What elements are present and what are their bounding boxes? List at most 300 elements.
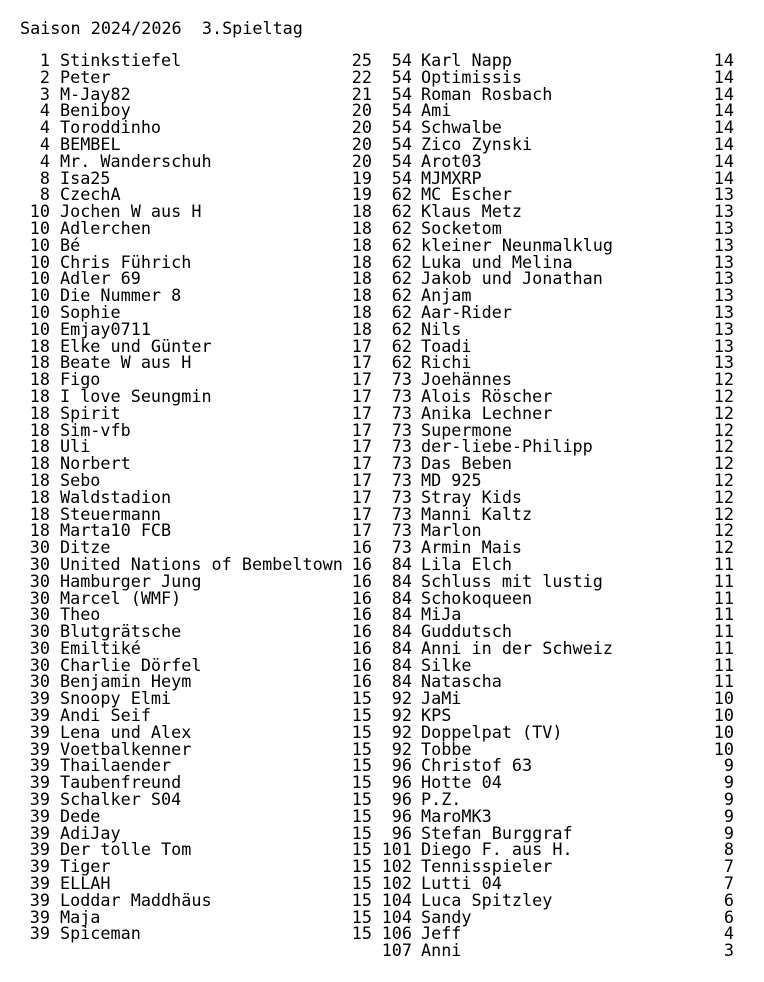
points-cell: 18 — [351, 234, 372, 255]
points-cell: 17 — [351, 419, 372, 440]
player-name: Schokoqueen — [421, 587, 533, 608]
rank-cell: 62 — [391, 217, 412, 238]
player-name: M-Jay82 — [60, 83, 131, 104]
player-name: Sophie — [60, 301, 121, 322]
player-name: Jakob und Jonathan — [421, 268, 603, 289]
points-cell: 17 — [351, 369, 372, 390]
player-name: Alois Röscher — [421, 385, 553, 406]
standings-column-right — [380, 52, 740, 959]
rank-cell: 62 — [391, 184, 412, 205]
points-cell: 17 — [351, 453, 372, 474]
points-cell: 13 — [713, 234, 734, 255]
player-name: ELLAH — [60, 873, 111, 894]
player-name: Socketom — [421, 217, 502, 238]
player-name: Spirit — [60, 402, 121, 423]
player-name: Jeff — [421, 923, 462, 944]
player-name: Marcel (WMF) — [60, 587, 182, 608]
player-name: kleiner Neunmalklug — [421, 234, 613, 255]
points-cell: 18 — [351, 251, 372, 272]
rank-cell: 92 — [391, 738, 412, 759]
rank-cell: 92 — [391, 721, 412, 742]
points-cell: 18 — [351, 301, 372, 322]
player-name: Diego F. aus H. — [421, 839, 573, 860]
rank-cell: 62 — [391, 301, 412, 322]
rank-cell: 4 — [39, 150, 50, 171]
rank-cell: 10 — [29, 217, 50, 238]
player-name: BEMBEL — [60, 133, 121, 154]
player-name: Tobbe — [421, 738, 472, 759]
player-name: Charlie Dörfel — [60, 654, 202, 675]
rank-cell: 39 — [29, 789, 50, 810]
rank-cell: 30 — [29, 621, 50, 642]
points-cell: 12 — [713, 520, 734, 541]
rank-cell: 18 — [29, 352, 50, 373]
player-name: Beate W aus H — [60, 352, 192, 373]
player-name: Anika Lechner — [421, 402, 553, 423]
points-cell: 13 — [713, 251, 734, 272]
player-name: Sim-vfb — [60, 419, 131, 440]
player-name: Peter — [60, 66, 111, 87]
points-cell: 7 — [723, 856, 734, 877]
rank-cell: 102 — [381, 873, 412, 894]
points-cell: 17 — [351, 335, 372, 356]
rank-cell: 62 — [391, 335, 412, 356]
player-name: MJMXRP — [421, 167, 482, 188]
player-name: Chris Führich — [60, 251, 192, 272]
rank-cell: 39 — [29, 688, 50, 709]
rank-cell: 30 — [29, 671, 50, 692]
player-name: Bé — [60, 234, 81, 255]
player-name: Manni Kaltz — [421, 503, 533, 524]
standings-row — [20, 570, 372, 591]
player-name: Stray Kids — [421, 486, 523, 507]
player-name: Doppelpat (TV) — [421, 721, 563, 742]
rank-cell: 3 — [39, 83, 50, 104]
rank-cell: 62 — [391, 352, 412, 373]
player-name: Hamburger Jung — [60, 570, 202, 591]
points-cell: 10 — [713, 688, 734, 709]
player-name: Elke und Günter — [60, 335, 212, 356]
rank-cell: 10 — [29, 301, 50, 322]
rank-cell: 30 — [29, 587, 50, 608]
rank-cell: 30 — [29, 637, 50, 658]
player-name: Tiger — [60, 856, 111, 877]
points-cell: 15 — [351, 856, 372, 877]
rank-cell: 18 — [29, 402, 50, 423]
points-cell: 12 — [713, 469, 734, 490]
player-name: Anni in der Schweiz — [421, 637, 613, 658]
player-name: Andi Seif — [60, 705, 151, 726]
points-cell: 15 — [351, 789, 372, 810]
points-cell: 14 — [713, 150, 734, 171]
points-cell: 16 — [351, 537, 372, 558]
rank-cell: 107 — [381, 940, 412, 961]
points-cell: 15 — [351, 772, 372, 793]
points-cell: 11 — [713, 654, 734, 675]
points-cell: 11 — [713, 621, 734, 642]
player-name: Isa25 — [60, 167, 111, 188]
points-cell: 11 — [713, 637, 734, 658]
points-cell: 12 — [713, 402, 734, 423]
points-cell: 16 — [351, 621, 372, 642]
points-cell: 13 — [713, 268, 734, 289]
rank-cell: 73 — [391, 537, 412, 558]
rank-cell: 18 — [29, 469, 50, 490]
player-name: MD 925 — [421, 469, 482, 490]
rank-cell: 1 — [39, 50, 50, 70]
player-name: MiJa — [421, 604, 462, 625]
rank-cell: 96 — [391, 805, 412, 826]
rank-cell: 54 — [391, 100, 412, 121]
player-name: Tennisspieler — [421, 856, 553, 877]
rank-cell: 39 — [29, 873, 50, 894]
player-name: Theo — [60, 604, 101, 625]
rank-cell: 104 — [381, 906, 412, 927]
rank-cell: 8 — [39, 184, 50, 205]
points-cell: 9 — [723, 822, 734, 843]
points-cell: 16 — [351, 654, 372, 675]
points-cell: 11 — [713, 671, 734, 692]
points-cell: 18 — [351, 201, 372, 222]
standings-row — [20, 402, 372, 423]
points-cell: 14 — [713, 117, 734, 138]
points-cell: 15 — [351, 721, 372, 742]
points-cell: 11 — [713, 570, 734, 591]
rank-cell: 10 — [29, 318, 50, 339]
rank-cell: 84 — [391, 671, 412, 692]
rank-cell: 10 — [29, 234, 50, 255]
points-cell: 25 — [351, 50, 372, 70]
player-name: Mr. Wanderschuh — [60, 150, 212, 171]
rank-cell: 73 — [391, 520, 412, 541]
player-name: Marlon — [421, 520, 482, 541]
player-name: Loddar Maddhäus — [60, 889, 212, 910]
standings-row — [380, 486, 740, 507]
rank-cell: 4 — [39, 117, 50, 138]
player-name: Arot03 — [421, 150, 482, 171]
rank-cell: 62 — [391, 268, 412, 289]
player-name: Zico Zynski — [421, 133, 533, 154]
player-name: Toroddinho — [60, 117, 162, 138]
points-cell: 16 — [351, 587, 372, 608]
points-cell: 17 — [351, 520, 372, 541]
points-cell: 17 — [351, 352, 372, 373]
points-cell: 14 — [713, 66, 734, 87]
player-name: Christof 63 — [421, 755, 533, 776]
points-cell: 6 — [723, 906, 734, 927]
player-name: Marta10 FCB — [60, 520, 172, 541]
points-cell: 15 — [351, 755, 372, 776]
rank-cell: 84 — [391, 553, 412, 574]
player-name: Norbert — [60, 453, 131, 474]
rank-cell: 96 — [391, 755, 412, 776]
player-name: Luka und Melina — [421, 251, 573, 272]
points-cell: 20 — [351, 100, 372, 121]
rank-cell: 73 — [391, 469, 412, 490]
points-cell: 12 — [713, 453, 734, 474]
rank-cell: 73 — [391, 453, 412, 474]
rank-cell: 39 — [29, 738, 50, 759]
points-cell: 9 — [723, 789, 734, 810]
rank-cell: 62 — [391, 251, 412, 272]
player-name: Waldstadion — [60, 486, 172, 507]
player-name: Armin Mais — [421, 537, 523, 558]
player-name: Adler 69 — [60, 268, 141, 289]
player-name: United Nations of Bembeltown — [60, 553, 343, 574]
points-cell: 11 — [713, 587, 734, 608]
rank-cell: 39 — [29, 839, 50, 860]
points-cell: 12 — [713, 419, 734, 440]
points-cell: 12 — [713, 503, 734, 524]
rank-cell: 54 — [391, 133, 412, 154]
points-cell: 3 — [723, 940, 734, 961]
player-name: Optimissis — [421, 66, 523, 87]
points-cell: 15 — [351, 889, 372, 910]
points-cell: 17 — [351, 486, 372, 507]
player-name: Taubenfreund — [60, 772, 182, 793]
points-cell: 6 — [723, 889, 734, 910]
rank-cell: 54 — [391, 83, 412, 104]
points-cell: 15 — [351, 839, 372, 860]
player-name: Benjamin Heym — [60, 671, 192, 692]
player-name: Silke — [421, 654, 472, 675]
rank-cell: 84 — [391, 637, 412, 658]
player-name: MaroMK3 — [421, 805, 492, 826]
player-name: Lila Elch — [421, 553, 512, 574]
points-cell: 20 — [351, 133, 372, 154]
points-cell: 22 — [351, 66, 372, 87]
points-cell: 19 — [351, 184, 372, 205]
player-name: der-liebe-Philipp — [421, 436, 593, 457]
points-cell: 15 — [351, 923, 372, 944]
rank-cell: 10 — [29, 285, 50, 306]
points-cell: 9 — [723, 805, 734, 826]
points-cell: 12 — [713, 369, 734, 390]
player-name: Thailaender — [60, 755, 172, 776]
player-name: Roman Rosbach — [421, 83, 553, 104]
player-name: Emjay0711 — [60, 318, 151, 339]
rank-cell: 54 — [391, 150, 412, 171]
points-cell: 12 — [713, 537, 734, 558]
points-cell: 10 — [713, 705, 734, 726]
points-cell: 17 — [351, 469, 372, 490]
points-cell: 18 — [351, 318, 372, 339]
rank-cell: 106 — [381, 923, 412, 944]
rank-cell: 8 — [39, 167, 50, 188]
player-name: Das Beben — [421, 453, 512, 474]
rank-cell: 39 — [29, 822, 50, 843]
points-cell: 15 — [351, 688, 372, 709]
player-name: Lutti 04 — [421, 873, 502, 894]
rank-cell: 18 — [29, 385, 50, 406]
points-cell: 14 — [713, 167, 734, 188]
points-cell: 17 — [351, 503, 372, 524]
player-name: Anni — [421, 940, 462, 961]
points-cell: 16 — [351, 637, 372, 658]
standings-row — [20, 486, 372, 507]
rank-cell: 73 — [391, 385, 412, 406]
points-cell: 17 — [351, 436, 372, 457]
points-cell: 14 — [713, 100, 734, 121]
player-name: Toadi — [421, 335, 472, 356]
player-name: Luca Spitzley — [421, 889, 553, 910]
player-name: Natascha — [421, 671, 502, 692]
player-name: Supermone — [421, 419, 512, 440]
rank-cell: 39 — [29, 856, 50, 877]
player-name: Snoopy Elmi — [60, 688, 172, 709]
player-name: Karl Napp — [421, 50, 512, 70]
rank-cell: 39 — [29, 755, 50, 776]
points-cell: 11 — [713, 553, 734, 574]
player-name: JaMi — [421, 688, 462, 709]
player-name: MC Escher — [421, 184, 512, 205]
player-name: Richi — [421, 352, 472, 373]
points-cell: 13 — [713, 285, 734, 306]
standings-row — [20, 925, 372, 942]
rank-cell: 39 — [29, 889, 50, 910]
player-name: P.Z. — [421, 789, 462, 810]
rank-cell: 30 — [29, 553, 50, 574]
points-cell: 13 — [713, 301, 734, 322]
rank-cell: 10 — [29, 201, 50, 222]
points-cell: 19 — [351, 167, 372, 188]
points-cell: 9 — [723, 772, 734, 793]
player-name: Spiceman — [60, 923, 141, 944]
points-cell: 15 — [351, 906, 372, 927]
rank-cell: 18 — [29, 335, 50, 356]
rank-cell: 4 — [39, 100, 50, 121]
player-name: Lena und Alex — [60, 721, 192, 742]
points-cell: 18 — [351, 268, 372, 289]
rank-cell: 84 — [391, 570, 412, 591]
points-cell: 15 — [351, 738, 372, 759]
points-cell: 7 — [723, 873, 734, 894]
rank-cell: 10 — [29, 251, 50, 272]
points-cell: 18 — [351, 285, 372, 306]
player-name: Ami — [421, 100, 452, 121]
points-cell: 16 — [351, 604, 372, 625]
rank-cell: 101 — [381, 839, 412, 860]
rank-cell: 39 — [29, 721, 50, 742]
rank-cell: 18 — [29, 369, 50, 390]
rank-cell: 30 — [29, 537, 50, 558]
rank-cell: 30 — [29, 604, 50, 625]
points-cell: 17 — [351, 385, 372, 406]
points-cell: 15 — [351, 805, 372, 826]
player-name: Anjam — [421, 285, 472, 306]
player-name: Nils — [421, 318, 462, 339]
standings-column-left — [20, 52, 372, 942]
points-cell: 13 — [713, 352, 734, 373]
rank-cell: 73 — [391, 402, 412, 423]
rank-cell: 30 — [29, 654, 50, 675]
rank-cell: 104 — [381, 889, 412, 910]
rank-cell: 39 — [29, 906, 50, 927]
rank-cell: 54 — [391, 66, 412, 87]
rank-cell: 18 — [29, 453, 50, 474]
standings-row — [380, 402, 740, 423]
rank-cell: 18 — [29, 520, 50, 541]
rank-cell: 73 — [391, 369, 412, 390]
rank-cell: 96 — [391, 822, 412, 843]
points-cell: 12 — [713, 385, 734, 406]
player-name: Sandy — [421, 906, 472, 927]
points-cell: 10 — [713, 721, 734, 742]
rank-cell: 102 — [381, 856, 412, 877]
points-cell: 14 — [713, 83, 734, 104]
points-cell: 15 — [351, 873, 372, 894]
points-cell: 14 — [713, 133, 734, 154]
standings-row — [380, 942, 740, 959]
player-name: CzechA — [60, 184, 121, 205]
rank-cell: 73 — [391, 436, 412, 457]
player-name: I love Seungmin — [60, 385, 212, 406]
rank-cell: 4 — [39, 133, 50, 154]
rank-cell: 62 — [391, 285, 412, 306]
player-name: Schluss mit lustig — [421, 570, 603, 591]
player-name: Voetbalkenner — [60, 738, 192, 759]
points-cell: 13 — [713, 217, 734, 238]
rank-cell: 39 — [29, 705, 50, 726]
rank-cell: 54 — [391, 167, 412, 188]
rank-cell: 84 — [391, 621, 412, 642]
rank-cell: 73 — [391, 503, 412, 524]
points-cell: 10 — [713, 738, 734, 759]
player-name: Uli — [60, 436, 91, 457]
rank-cell: 92 — [391, 705, 412, 726]
player-name: Figo — [60, 369, 101, 390]
rank-cell: 62 — [391, 234, 412, 255]
rank-cell: 2 — [39, 66, 50, 87]
player-name: Aar-Rider — [421, 301, 512, 322]
player-name: Ditze — [60, 537, 111, 558]
rank-cell: 92 — [391, 688, 412, 709]
player-name: Hotte 04 — [421, 772, 502, 793]
points-cell: 13 — [713, 318, 734, 339]
points-cell: 16 — [351, 553, 372, 574]
player-name: Die Nummer 8 — [60, 285, 182, 306]
player-name: Jochen W aus H — [60, 201, 202, 222]
points-cell: 13 — [713, 335, 734, 356]
points-cell: 12 — [713, 436, 734, 457]
player-name: Dede — [60, 805, 101, 826]
points-cell: 16 — [351, 570, 372, 591]
points-cell: 16 — [351, 671, 372, 692]
player-name: Blutgrätsche — [60, 621, 182, 642]
rank-cell: 73 — [391, 486, 412, 507]
player-name: Stefan Burggraf — [421, 822, 573, 843]
player-name: AdiJay — [60, 822, 121, 843]
standings-row — [380, 570, 740, 591]
points-cell: 20 — [351, 117, 372, 138]
rank-cell: 18 — [29, 419, 50, 440]
points-cell: 14 — [713, 50, 734, 70]
rank-cell: 54 — [391, 117, 412, 138]
points-cell: 8 — [723, 839, 734, 860]
points-cell: 4 — [723, 923, 734, 944]
points-cell: 12 — [713, 486, 734, 507]
points-cell: 13 — [713, 184, 734, 205]
player-name: Steuermann — [60, 503, 162, 524]
player-name: Joehännes — [421, 369, 512, 390]
points-cell: 11 — [713, 604, 734, 625]
rank-cell: 18 — [29, 503, 50, 524]
player-name: Der tolle Tom — [60, 839, 192, 860]
player-name: Schalker S04 — [60, 789, 182, 810]
player-name: Klaus Metz — [421, 201, 523, 222]
points-cell: 9 — [723, 755, 734, 776]
player-name: Maja — [60, 906, 101, 927]
